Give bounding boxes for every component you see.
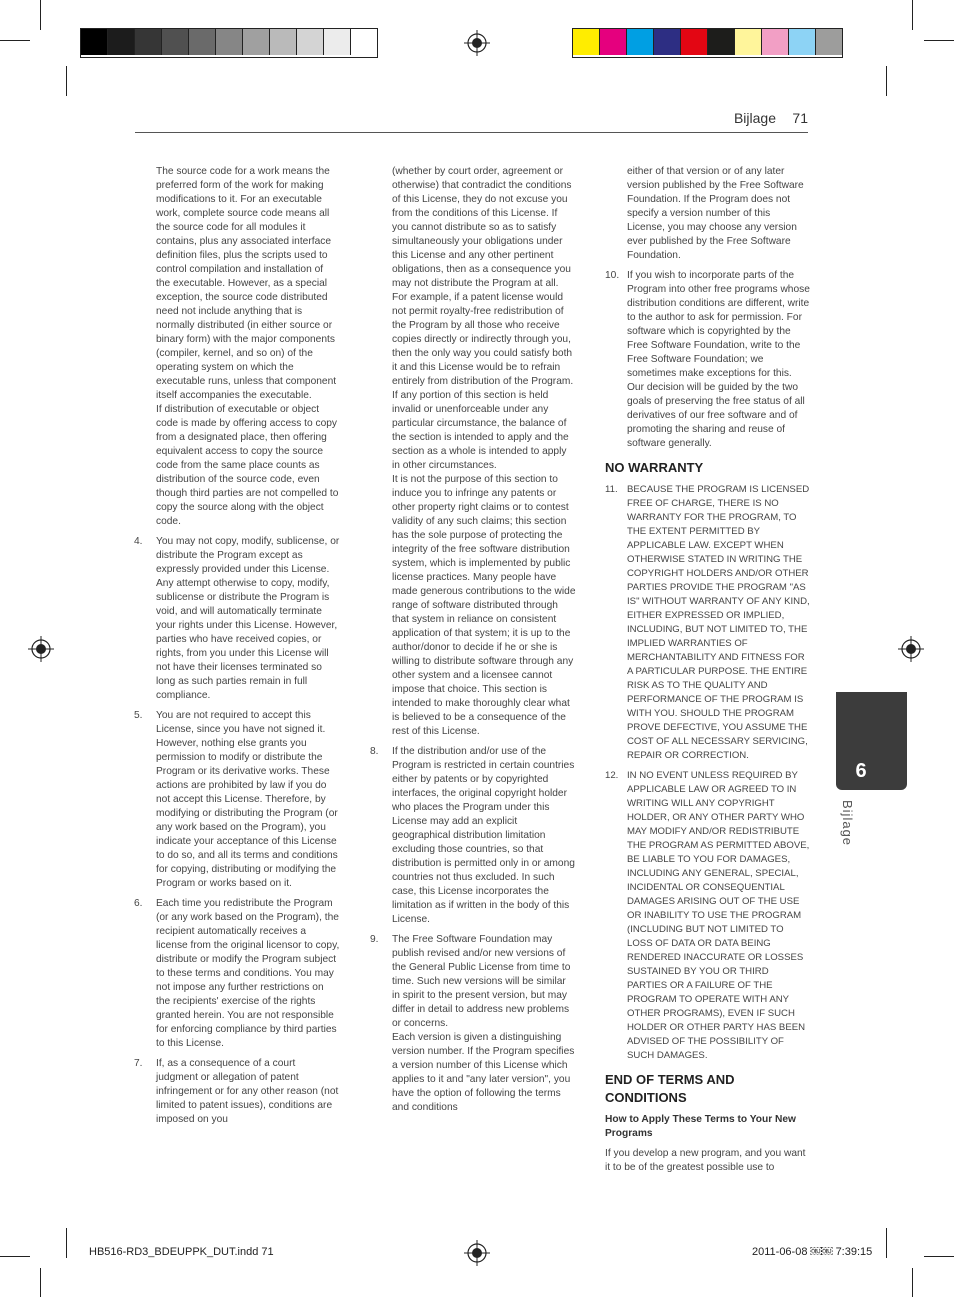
- crop-mark: [0, 1256, 30, 1257]
- item-number: 6.: [134, 898, 143, 909]
- item-text: IN NO EVENT UNLESS REQUIRED BY APPLICABLE LAW OR AGREED TO IN WRITING WILL ANY COPYRIGHT HOLDER, OR ANY OTHER PARTY WHO MAY MODIFY AND/OR REDISTRIBUTE THE PROGRAM AS PERMITTED ABOVE, BE LIABLE TO YOU FOR DAMAGES, INCLUDING ANY GENERAL, SPECIAL, INCIDENTAL OR CONSEQUENTIAL DAMAGES ARISING OUT OF THE USE OR INABILITY TO USE THE PROGRAM (INCLUDING BUT NOT LIMITED TO LOSS OF DATA OR DATA BEING RENDERED INACCURATE OR LOSSES SUSTAINED BY YOU OR THIRD PARTIES OR A FAILURE OF THE PROGRAM TO OPERATE WITH ANY OTHER PROGRAMS), EVEN IF SUCH HOLDER OR OTHER PARTY HAS BEEN ADVISED OF THE POSSIBILITY OF SUCH DAMAGES.: [627, 770, 810, 1061]
- item-text: If the distribution and/or use of the Program is restricted in certain countries either by patents or by copyrighted interfaces, the original copyright holder who places the Program under this License may add an explicit geographical distribution limitation excluding those countries, so that distribution is permitted only in or among countries not thus excluded. In such case, this License incorporates the limitation as if written in the body of this License.: [392, 746, 575, 925]
- list-item: [134, 897, 340, 1051]
- chapter-number: 6: [855, 760, 867, 782]
- list-item: [605, 483, 811, 763]
- grayscale-color-bar: [80, 28, 378, 58]
- list-item: [605, 269, 811, 451]
- subheading: How to Apply These Terms to Your New Programs: [605, 1114, 796, 1139]
- color-swatch: [216, 29, 243, 55]
- paragraph: Each version is given a distinguishing version number. If the Program specifies a version number of this License which applies to it and "any later version", you have the option of following the terms and conditions: [392, 1032, 575, 1113]
- item-number: 9.: [370, 934, 379, 945]
- footer-datetime: 2011-06-08 ￼￼ 7:39:15: [752, 1246, 873, 1258]
- crop-mark: [886, 1228, 887, 1258]
- paragraph: If any portion of this section is held invalid or unenforceable under any particular circumstance, the balance of the section is intended to apply and the section as a whole is intended to apply in other circumstances.: [392, 390, 569, 471]
- color-swatch: [762, 29, 789, 55]
- list-item: [134, 1057, 340, 1127]
- registration-mark-icon: [464, 30, 490, 56]
- item-number: 8.: [370, 746, 379, 757]
- color-swatch: [573, 29, 600, 55]
- crop-mark: [924, 1256, 954, 1257]
- color-swatch: [681, 29, 708, 55]
- page-number: 71: [792, 110, 808, 126]
- item-text: You are not required to accept this License, since you have not signed it. However, nothing else grants you permission to modify or distribute the Program or its derivative works. These actions are prohibited by law if you do not accept this License. Therefore, by modifying or distributing the Program (or any work based on the Program), you indicate your acceptance of this License to do so, and all its terms and conditions for copying, distributing or modifying the Program or works based on it.: [156, 710, 338, 889]
- heading-end-of-terms: END OF TERMS AND CONDITIONS: [605, 1072, 735, 1105]
- cmyk-color-bar: [572, 28, 843, 58]
- crop-mark: [40, 1268, 41, 1297]
- crop-mark: [0, 40, 30, 41]
- color-swatch: [789, 29, 816, 55]
- list-item: [134, 535, 340, 703]
- crop-mark: [886, 66, 887, 96]
- heading-no-warranty: NO WARRANTY: [605, 460, 704, 475]
- color-swatch: [351, 29, 377, 55]
- color-swatch: [816, 29, 842, 55]
- list-item: [605, 769, 811, 1063]
- color-swatch: [324, 29, 351, 55]
- item-text: You may not copy, modify, sublicense, or distribute the Program except as expressly provided under this License. Any attempt otherwise to copy, modify, sublicense or distribute the Program is void, and will automatically terminate your rights under this License. However, parties who have received copies, or rights, from you under this License will not have their licenses terminated so long as such parties remain in full compliance.: [156, 536, 340, 701]
- item-number: 12.: [605, 770, 619, 781]
- crop-mark: [40, 0, 41, 30]
- paragraph: either of that version or of any later version published by the Free Software Foundation. If the Program does not specify a version number of this License, you may choose any version ever published by the Free Software Foundation.: [627, 166, 804, 261]
- crop-mark: [66, 1228, 67, 1258]
- color-swatch: [270, 29, 297, 55]
- item-text: If, as a consequence of a court judgment or allegation of patent infringement or for any other reason (not limited to patent issues), conditions are imposed on you: [156, 1058, 339, 1125]
- color-swatch: [81, 29, 108, 55]
- paragraph: It is not the purpose of this section to induce you to infringe any patents or other property right claims or to contest validity of any such claims; this section has the sole purpose of protecting the integrity of the free software distribution system, which is implemented by public license practices. Many people have made generous contributions to the wide range of software distributed through that system in reliance on consistent application of that system; it is up to the author/donor to decide if he or she is willing to distribute software through any other system and a licensee cannot impose that choice. This section is intended to make thoroughly clear what is believed to be a consequence of the rest of this License.: [392, 474, 576, 737]
- chapter-label: Bijlage: [840, 800, 855, 847]
- color-swatch: [627, 29, 654, 55]
- item-text: BECAUSE THE PROGRAM IS LICENSED FREE OF CHARGE, THERE IS NO WARRANTY FOR THE PROGRAM, TO THE EXTENT PERMITTED BY APPLICABLE LAW. EXCEPT WHEN OTHERWISE STATED IN WRITING THE COPYRIGHT HOLDERS AND/OR OTHER PARTIES PROVIDE THE PROGRAM "AS IS" WITHOUT WARRANTY OF ANY KIND, EITHER EXPRESSED OR IMPLIED, INCLUDING, BUT NOT LIMITED TO, THE IMPLIED WARRANTIES OF MERCHANTABILITY AND FITNESS FOR A PARTICULAR PURPOSE. THE ENTIRE RISK AS TO THE QUALITY AND PERFORMANCE OF THE PROGRAM IS WITH YOU. SHOULD THE PROGRAM PROVE DEFECTIVE, YOU ASSUME THE COST OF ALL NECESSARY SERVICING, REPAIR OR CORRECTION.: [627, 484, 810, 761]
- list-item: [370, 933, 576, 1031]
- color-swatch: [735, 29, 762, 55]
- item-text: If you wish to incorporate parts of the Program into other free programs whose distribution conditions are different, write to the author to ask for permission. For software which is copyrighted by the Free Software Foundation, write to the Free Software Foundation; we sometimes make exceptions for this. Our decision will be guided by the two goals of preserving the free status of all derivatives of our free software and of promoting the sharing and reuse of software generally.: [627, 270, 810, 449]
- list-item: [370, 745, 576, 927]
- paragraph: (whether by court order, agreement or otherwise) that contradict the conditions of this License, they do not excuse you from the conditions of this License. If you cannot distribute so as to satisfy simultaneously your obligations under this License and any other pertinent obligations, then as a consequence you may not distribute the Program at all. For example, if a patent license would not permit royalty-free redistribution of the Program by all those who receive copies directly or indirectly through you, then the only way you could satisfy both it and this License would be to refrain entirely from distribution of the Program.: [392, 166, 574, 387]
- column-2: [370, 165, 576, 1115]
- crop-mark: [912, 0, 913, 30]
- color-swatch: [708, 29, 735, 55]
- item-number: 4.: [134, 536, 143, 547]
- color-swatch: [108, 29, 135, 55]
- color-swatch: [189, 29, 216, 55]
- item-number: 5.: [134, 710, 143, 721]
- item-text: The Free Software Foundation may publish revised and/or new versions of the General Public License from time to time. Such new versions will be similar in spirit to the present version, but may differ in detail to address new problems or concerns.: [392, 934, 571, 1029]
- crop-mark: [66, 66, 67, 96]
- color-swatch: [243, 29, 270, 55]
- section-title: Bijlage: [733, 110, 776, 126]
- registration-mark-icon: [28, 636, 54, 662]
- color-swatch: [297, 29, 324, 55]
- paragraph: The source code for a work means the preferred form of the work for making modifications to it. For an executable work, complete source code means all the source code for all modules it contains, plus any associated interface definition files, plus the scripts used to control compilation and installation of the executable. However, as a special exception, the source code distributed need not include anything that is normally distributed (in either source or binary form) with the major components (compiler, kernel, and so on) of the operating system on which the executable runs, unless that component itself accompanies the executable.: [156, 166, 337, 401]
- paragraph: If distribution of executable or object code is made by offering access to copy from a designated place, then offering equivalent access to copy the source code from the same place counts as distribution of the source code, even though third parties are not compelled to copy the source along with the object code.: [156, 404, 339, 527]
- crop-mark: [912, 1268, 913, 1297]
- color-swatch: [654, 29, 681, 55]
- footer-file: HB516-RD3_BDEUPPK_DUT.indd 71: [89, 1246, 274, 1258]
- color-swatch: [162, 29, 189, 55]
- item-number: 11.: [605, 484, 618, 495]
- registration-mark-icon: [464, 1240, 490, 1266]
- list-item: [134, 709, 340, 891]
- column-3: [605, 165, 811, 1175]
- registration-mark-icon: [898, 636, 924, 662]
- column-1: [134, 165, 340, 1133]
- item-text: Each time you redistribute the Program (or any work based on the Program), the recipient automatically receives a license from the original licensor to copy, distribute or modify the Program subject to these terms and conditions. You may not impose any further restrictions on the recipients' exercise of the rights granted herein. You are not responsible for enforcing compliance by third parties to this License.: [156, 898, 340, 1049]
- item-number: 10.: [605, 270, 620, 281]
- crop-mark: [924, 40, 954, 41]
- item-number: 7.: [134, 1058, 143, 1069]
- color-swatch: [135, 29, 162, 55]
- paragraph: If you develop a new program, and you want it to be of the greatest possible use to: [605, 1148, 806, 1173]
- header-rule: [135, 132, 808, 133]
- color-swatch: [600, 29, 627, 55]
